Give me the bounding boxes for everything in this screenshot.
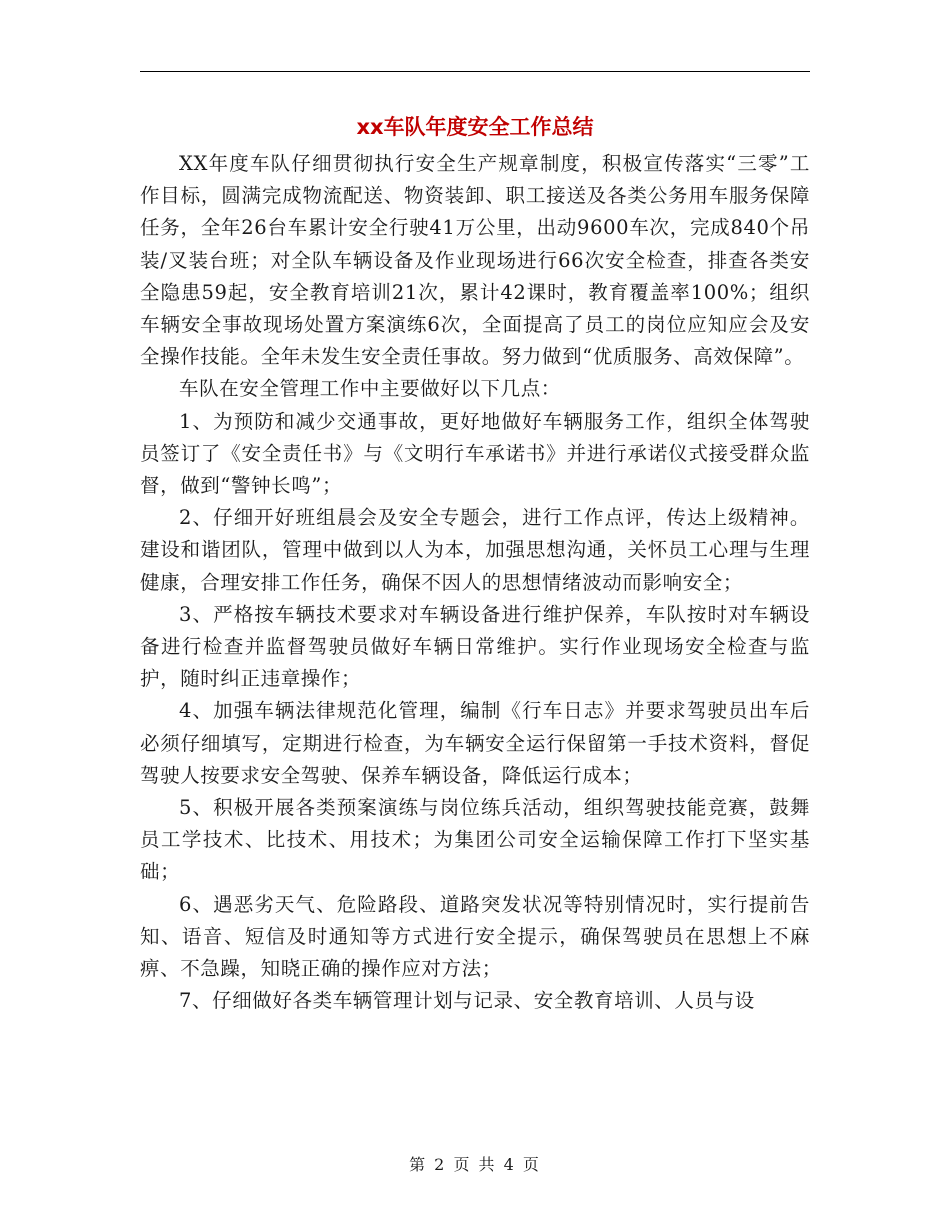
paragraph-item-4: 4、加强车辆法律规范化管理，编制《行车日志》并要求驾驶员出车后必须仔细填写，定期进行检查，为车辆安全运行保留第一手技术资料，督促驾驶人按要求安全驾驶、保养车辆设备，降低运行成本； xyxy=(140,699,810,787)
header-rule xyxy=(140,71,810,72)
paragraph-item-2: 2、仔细开好班组晨会及安全专题会，进行工作点评，传达上级精神。建设和谐团队，管理中做到以人为本，加强思想沟通，关怀员工心理与生理健康，合理安排工作任务，确保不因人的思想情绪波动而影响安全； xyxy=(140,506,810,594)
paragraph-item-6: 6、遇恶劣天气、危险路段、道路突发状况等特别情况时，实行提前告知、语音、短信及时通知等方式进行安全提示，确保驾驶员在思想上不麻痹、不急躁，知晓正确的操作应对方法； xyxy=(140,892,810,981)
document-body xyxy=(140,148,810,1017)
document-title: xx车队年度安全工作总结 xyxy=(356,115,594,139)
paragraph-item-7: 7、仔细做好各类车辆管理计划与记录、安全教育培训、人员与设 xyxy=(179,989,755,1013)
paragraph-summary: XX年度车队仔细贯彻执行安全生产规章制度，积极宣传落实“三零”工作目标，圆满完成物流配送、物资装卸、职工接送及各类公务用车服务保障任务，全年26台车累计安全行驶41万公里，出动9600车次，完成840个吊装/叉装台班；对全队车辆设备及作业现场进行66次安全检查，排查各类安全隐患59起，安全教育培训21次，累计42课时，教育覆盖率100%；组织车辆安全事故现场处置方案演练6次，全面提高了员工的岗位应知应会及安全操作技能。全年未发生安全责任事故。努力做到“优质服务、高效保障”。 xyxy=(140,152,810,369)
paragraph-item-1: 1、为预防和减少交通事故，更好地做好车辆服务工作，组织全体驾驶员签订了《安全责任书》与《文明行车承诺书》并进行承诺仪式接受群众监督，做到“警钟长鸣”； xyxy=(140,409,810,498)
paragraph-item-5: 5、积极开展各类预案演练与岗位练兵活动，组织驾驶技能竞赛，鼓舞员工学技术、比技术、用技术；为集团公司安全运输保障工作打下坚实基础； xyxy=(140,796,810,884)
page-number: 第 2 页 共 4 页 xyxy=(409,1155,541,1174)
paragraph-item-3: 3、严格按车辆技术要求对车辆设备进行维护保养，车队按时对车辆设备进行检查并监督驾驶员做好车辆日常维护。实行作业现场安全检查与监护，随时纠正违章操作； xyxy=(140,602,810,691)
paragraph-intro: 车队在安全管理工作中主要做好以下几点： xyxy=(179,377,561,401)
